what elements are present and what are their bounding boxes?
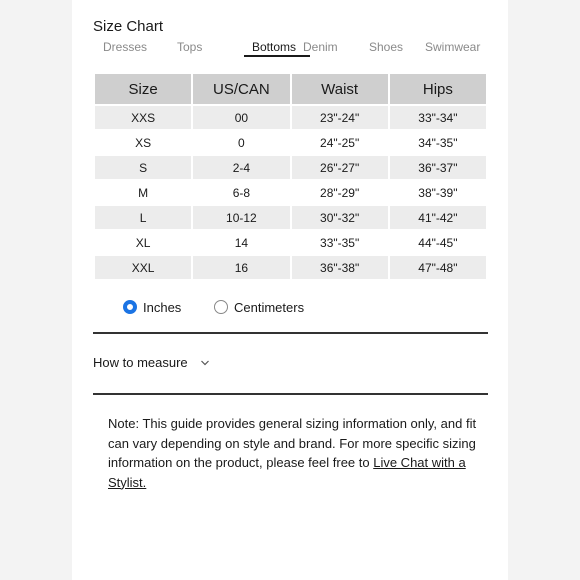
centimeters-label: Centimeters: [234, 299, 305, 315]
cell-hips: 34"-35": [390, 131, 486, 154]
cell-size: XXL: [95, 256, 191, 279]
tab-shoes[interactable]: Shoes: [369, 40, 404, 54]
size-chart-title: Size Chart: [93, 18, 164, 35]
header-us-can: US/CAN: [193, 74, 289, 104]
cell-size: L: [95, 206, 191, 229]
tab-tops[interactable]: Tops: [177, 40, 203, 54]
cell-waist: 24"-25": [292, 131, 388, 154]
category-tabs: [92, 40, 488, 58]
cell-waist: 33"-35": [292, 231, 388, 254]
size-table: [93, 72, 488, 281]
inches-label: Inches: [143, 299, 182, 315]
tab-swimwear[interactable]: Swimwear: [425, 40, 481, 54]
header-size: Size: [95, 74, 191, 104]
radio-checked-icon: [123, 300, 137, 314]
active-tab-indicator: [244, 55, 310, 57]
tab-dresses[interactable]: Dresses: [103, 40, 148, 54]
cell-us-can: 14: [193, 231, 289, 254]
table-header-row: [95, 74, 486, 104]
cell-size: XS: [95, 131, 191, 154]
sizing-note: [108, 414, 480, 492]
cell-size: M: [95, 181, 191, 204]
cell-us-can: 0: [193, 131, 289, 154]
table-row: [95, 156, 486, 179]
tab-bottoms[interactable]: Bottoms: [252, 40, 297, 54]
how-to-measure-label: How to measure: [93, 355, 188, 370]
live-chat-link[interactable]: Live Chat with a Stylist.: [108, 455, 466, 490]
cell-us-can: 2-4: [193, 156, 289, 179]
unit-selector: [123, 297, 423, 317]
cell-waist: 30"-32": [292, 206, 388, 229]
header-waist: Waist: [292, 74, 388, 104]
table-row: [95, 206, 486, 229]
chevron-down-icon: [200, 358, 210, 368]
radio-unchecked-icon: [214, 300, 228, 314]
note-lead: Note:: [108, 416, 140, 431]
header-hips: Hips: [390, 74, 486, 104]
cell-size: XL: [95, 231, 191, 254]
cell-us-can: 6-8: [193, 181, 289, 204]
note-body: This guide provides general sizing information only, and fit can vary depending on style and brand. For more specific sizing information on the product, please feel free to: [108, 416, 477, 470]
cell-hips: 33"-34": [390, 106, 486, 129]
cell-size: XXS: [95, 106, 191, 129]
cell-hips: 38"-39": [390, 181, 486, 204]
cell-us-can: 16: [193, 256, 289, 279]
cell-us-can: 10-12: [193, 206, 289, 229]
cell-hips: 36"-37": [390, 156, 486, 179]
cell-waist: 23"-24": [292, 106, 388, 129]
centimeters-radio[interactable]: [214, 297, 304, 317]
cell-waist: 36"-38": [292, 256, 388, 279]
inches-radio[interactable]: [123, 297, 181, 317]
how-to-measure-toggle[interactable]: [93, 355, 210, 370]
cell-hips: 47"-48": [390, 256, 486, 279]
table-row: [95, 181, 486, 204]
cell-hips: 41"-42": [390, 206, 486, 229]
divider: [93, 332, 488, 334]
table-row: [95, 106, 486, 129]
table-row: [95, 256, 486, 279]
divider: [93, 393, 488, 395]
table-row: [95, 231, 486, 254]
cell-size: S: [95, 156, 191, 179]
size-chart-panel: [72, 0, 508, 580]
cell-waist: 28"-29": [292, 181, 388, 204]
cell-us-can: 00: [193, 106, 289, 129]
table-row: [95, 131, 486, 154]
cell-waist: 26"-27": [292, 156, 388, 179]
cell-hips: 44"-45": [390, 231, 486, 254]
tab-denim[interactable]: Denim: [303, 40, 338, 54]
